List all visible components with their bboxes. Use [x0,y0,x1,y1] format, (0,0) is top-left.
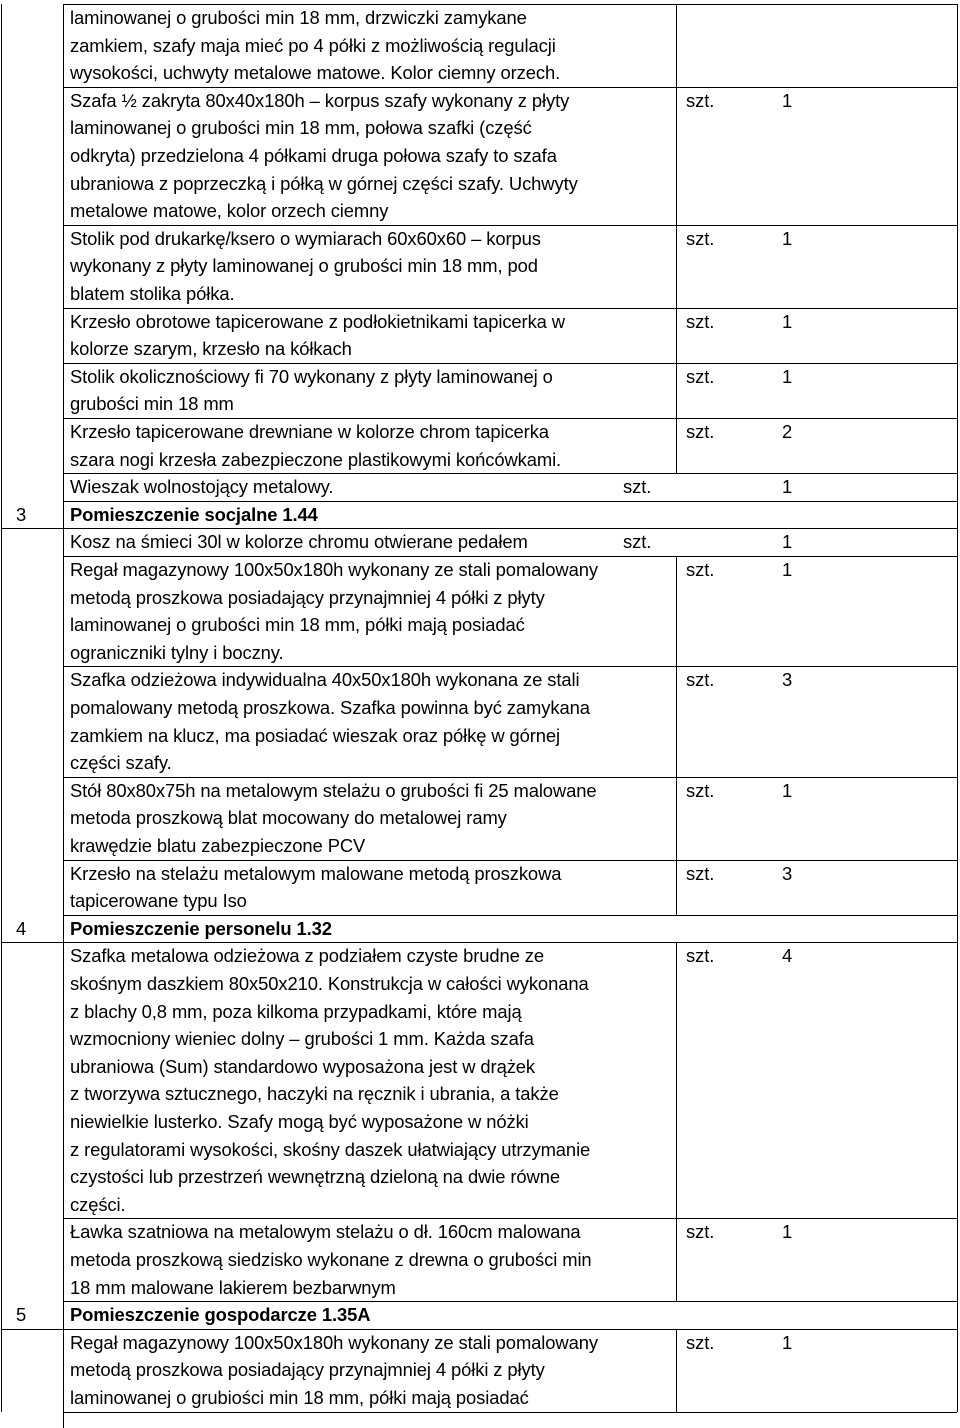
column-border [957,777,958,860]
column-border [676,4,677,87]
item-unit: szt. [623,531,652,553]
column-border [957,418,958,473]
column-border [63,915,64,943]
item-description-line: z regulatorami wysokości, skośny daszek ułatwiający utrzymanie [70,1138,591,1160]
column-border [957,915,958,943]
item-description-line: 18 mm malowane lakierem bezbarwnym [70,1276,396,1298]
section-number: 3 [16,503,27,525]
item-description-line: wzmocniony wieniec dolny – grubości 1 mm. Każda szafa [70,1028,534,1050]
item-description-line: Wieszak wolnostojący metalowy. [70,476,334,498]
item-description-line: wysokości, uchwyty metalowe matowe. Kolor ciemny orzech. [70,62,561,84]
item-description-line: skośnym daszkiem 80x50x210. Konstrukcja w całości wykonana [70,973,589,994]
section-number: 4 [16,917,27,939]
item-description-line: szara nogi krzesła zabezpieczone plastikowymi końcówkami. [70,448,562,470]
column-border [63,942,64,1218]
column-border [1,915,2,943]
column-border [1,4,2,87]
item-description-line: z tworzywa sztucznego, haczyki na ręcznik i ubrania, a także [70,1083,559,1105]
item-description-line: Krzesło obrotowe tapicerowane z podłokietnikami tapicerka w [70,310,565,332]
column-border [676,777,677,860]
column-border [63,556,64,666]
item-unit: szt. [686,862,715,884]
item-description-line: ubraniowa z poprzeczką i półką w górnej części szafy. Uchwyty [70,172,578,194]
column-border [1,942,2,1218]
item-description-line: Ławka szatniowa na metalowym stelażu o dł. 160cm malowana [70,1221,581,1243]
column-border [63,87,64,225]
row-border [63,1412,957,1413]
item-description-line: Szafka metalowa odzieżowa z podziałem czyste brudne ze [70,945,545,967]
column-border [1,501,2,529]
column-border [1,1329,2,1412]
item-description-line: metoda proszkową blat mocowany do metalowej ramy [70,807,507,829]
column-border [957,1218,958,1301]
column-border [957,363,958,418]
column-border [957,308,958,363]
item-quantity: 1 [782,779,793,801]
item-description-line: wykonany z płyty laminowanej o grubości min 18 mm, pod [70,255,538,277]
item-description-line: Krzesło na stelażu metalowym malowane metodą proszkowa [70,862,562,884]
column-border [957,4,958,87]
column-border [676,418,677,473]
column-border [676,1329,677,1412]
column-border [63,4,64,87]
column-border [1,473,2,501]
column-border [676,225,677,308]
item-description-line: czystości lub przestrzeń wewnętrzną dzieloną na dwie równe [70,1166,560,1188]
item-quantity: 1 [782,559,793,580]
item-description-line: zamkiem, szafy maja mieć po 4 półki z możliwością regulacji [70,34,556,56]
column-border [63,1329,64,1412]
item-description-line: Stół 80x80x75h na metalowym stelażu o grubości fi 25 malowane [70,779,597,801]
item-description-line: blatem stolika półka. [70,283,235,304]
item-description-line: pomalowany metodą proszkowa. Szafka powinna być zamykana [70,697,590,718]
column-border [1,87,2,225]
column-border [63,1412,64,1428]
column-border [63,363,64,418]
column-border [1,1218,2,1301]
item-quantity: 1 [782,89,793,111]
column-border [957,1301,958,1329]
item-unit: szt. [686,1331,715,1353]
item-unit: szt. [686,310,715,332]
column-border [957,225,958,308]
item-description-line: ograniczniki tylny i boczny. [70,641,284,663]
item-description-line: laminowanej o grubości min 18 mm, półki mają posiadać [70,614,525,636]
item-description-line: części szafy. [70,752,172,774]
item-description-line: metodą proszkowa posiadający przynajmniej 4 półki z płyty [70,586,545,608]
item-unit: szt. [686,421,715,442]
column-border [63,1218,64,1301]
item-description-line: odkryta) przedzielona 4 półkami druga połowa szafy to szafa [70,145,557,166]
item-description-line: laminowanej o grubiości min 18 mm, półki mają posiadać [70,1387,529,1408]
column-border [1,225,2,308]
column-border [63,777,64,860]
item-quantity: 4 [782,945,793,967]
column-border [957,473,958,501]
item-quantity: 3 [782,862,793,884]
column-border [676,666,677,776]
column-border [1,1301,2,1329]
column-border [63,225,64,308]
column-border [676,1218,677,1301]
column-border [1,363,2,418]
item-quantity: 2 [782,421,793,442]
item-description-line: Regał magazynowy 100x50x180h wykonany ze stali pomalowany [70,559,598,580]
item-quantity: 1 [782,365,793,387]
column-border [676,87,677,225]
item-description-line: Szafa ½ zakryta 80x40x180h – korpus szafy wykonany z płyty [70,89,570,111]
item-description-line: części. [70,1193,126,1215]
column-border [957,1329,958,1412]
column-border [1,860,2,915]
column-border [63,860,64,915]
item-description-line: laminowanej o grubości min 18 mm, połowa szafki (część [70,117,532,139]
column-border [957,556,958,666]
item-description-line: Krzesło tapicerowane drewniane w kolorze chrom tapicerka [70,421,549,442]
item-description-line: z blachy 0,8 mm, poza kilkoma przypadkami, które mają [70,1000,522,1022]
item-unit: szt. [686,365,715,387]
column-border [957,87,958,225]
item-description-line: grubości min 18 mm [70,393,234,415]
column-border [676,363,677,418]
item-quantity: 1 [782,531,793,553]
column-border [957,666,958,776]
item-description-line: niewielkie lusterko. Szafy mogą być wyposażone w nóżki [70,1111,529,1132]
column-border [63,308,64,363]
column-border [1,777,2,860]
column-border [676,556,677,666]
item-unit: szt. [686,669,715,691]
column-border [63,473,64,501]
item-description-line: krawędzie blatu zabezpieczone PCV [70,835,366,856]
item-description-line: metalowe matowe, kolor orzech ciemny [70,200,389,222]
column-border [63,1301,64,1329]
section-number: 5 [16,1304,27,1326]
column-border [1,556,2,666]
column-border [957,860,958,915]
item-quantity: 1 [782,310,793,332]
item-description-line: Kosz na śmieci 30l w kolorze chromu otwierane pedałem [70,531,528,553]
item-description-line: Stolik pod drukarkę/ksero o wymiarach 60x60x60 – korpus [70,227,541,249]
section-title: Pomieszczenie personelu 1.32 [70,917,332,939]
column-border [676,942,677,1218]
item-description-line: metodą proszkowa posiadający przynajmniej 4 półki z płyty [70,1359,545,1381]
column-border [63,666,64,776]
column-border [676,308,677,363]
item-quantity: 1 [782,227,793,249]
item-quantity: 1 [782,476,793,498]
item-description-line: Regał magazynowy 100x50x180h wykonany ze stali pomalowany [70,1331,598,1353]
item-unit: szt. [686,89,715,111]
item-unit: szt. [686,779,715,801]
item-description-line: ubraniowa (Sum) standardowo wyposażona jest w drążek [70,1055,536,1077]
item-quantity: 3 [782,669,793,691]
item-description-line: zamkiem na klucz, ma posiadać wieszak oraz półkę w górnej [70,724,561,746]
item-description-line: laminowanej o grubości min 18 mm, drzwiczki zamykane [70,7,527,28]
item-description-line: Stolik okolicznościowy fi 70 wykonany z płyty laminowanej o [70,365,553,387]
column-border [63,528,64,556]
section-title: Pomieszczenie gospodarcze 1.35A [70,1304,371,1326]
item-unit: szt. [686,227,715,249]
item-description-line: Szafka odzieżowa indywidualna 40x50x180h wykonana ze stali [70,669,580,691]
item-description-line: kolorze szarym, krzesło na kółkach [70,338,352,360]
item-description-line: metoda proszkową siedzisko wykonane z drewna o grubości min [70,1249,592,1270]
column-border [676,860,677,915]
column-border [1,418,2,473]
item-quantity: 1 [782,1221,793,1243]
column-border [1,308,2,363]
section-title: Pomieszczenie socjalne 1.44 [70,503,318,525]
column-border [957,942,958,1218]
column-border [957,528,958,556]
item-quantity: 1 [782,1331,793,1353]
column-border [1,666,2,776]
column-border [63,418,64,473]
column-border [63,501,64,529]
column-border [957,501,958,529]
item-unit: szt. [623,476,652,498]
item-description-line: tapicerowane typu Iso [70,890,247,912]
item-unit: szt. [686,945,715,967]
column-border [1,528,2,556]
item-unit: szt. [686,559,715,580]
item-unit: szt. [686,1221,715,1243]
